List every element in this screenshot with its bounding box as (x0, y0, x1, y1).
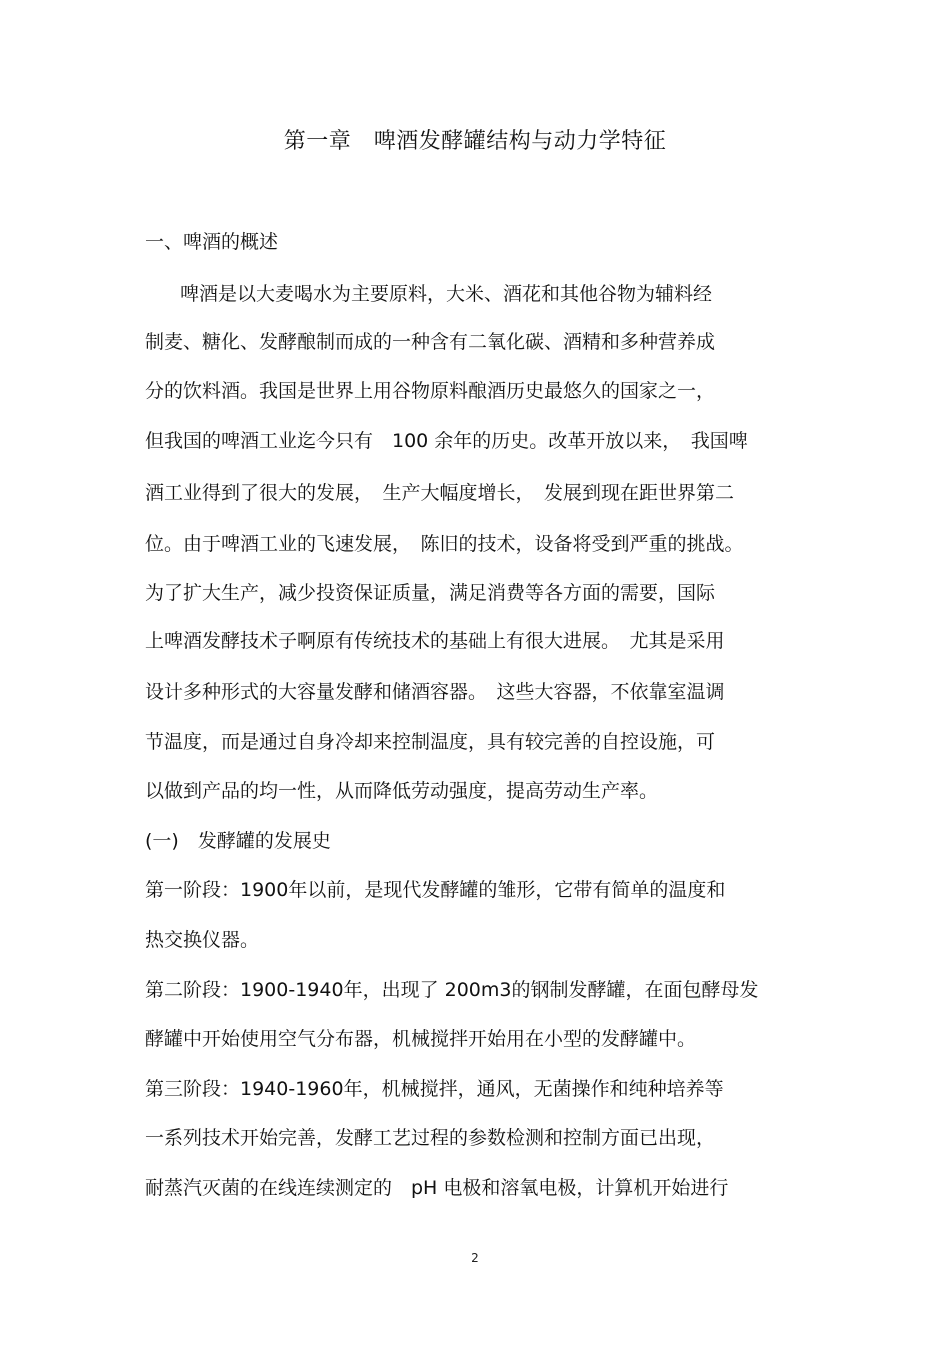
paragraph-line: 酵罐中开始使用空气分布器，机械搅拌开始用在小型的发酵罐中。 (145, 1028, 697, 1050)
paragraph-line: 为了扩大生产，减少投资保证质量，满足消费等各方面的需要，国际 (145, 582, 716, 604)
paragraph-line: 制麦、糖化、发酵酿制而成的一种含有二氧化碳、酒精和多种营养成 (145, 331, 716, 353)
paragraph-line: 第一阶段：1900年以前，是现代发酵罐的雏形，它带有简单的温度和 (145, 879, 726, 901)
paragraph-line: 第二阶段：1900-1940年，出现了 200m3的钢制发酵罐，在面包酵母发 (145, 979, 759, 1001)
paragraph-line: 分的饮料酒。我国是世界上用谷物原料酿酒历史最悠久的国家之一， (145, 380, 716, 402)
paragraph-line: 酒工业得到了很大的发展， 生产大幅度增长， 发展到现在距世界第二 (145, 482, 735, 504)
paragraph-line: 设计多种形式的大容量发酵和储酒容器。 这些大容器，不依靠室温调 (145, 681, 725, 703)
page-number: 2 (471, 1251, 479, 1265)
paragraph-line: 第三阶段：1940-1960年，机械搅拌，通风，无菌操作和纯种培养等 (145, 1078, 724, 1100)
paragraph-line: 上啤酒发酵技术子啊原有传统技术的基础上有很大进展。 尤其是采用 (145, 630, 725, 652)
paragraph-line: 一系列技术开始完善，发酵工艺过程的参数检测和控制方面已出现， (145, 1127, 716, 1149)
section-heading: 一、啤酒的概述 (145, 231, 279, 253)
paragraph-line: 啤酒是以大麦喝水为主要原料，大米、酒花和其他谷物为辅料经 (180, 283, 713, 305)
paragraph-line: 但我国的啤酒工业迄今只有 100 余年的历史。改革开放以来， 我国啤 (145, 430, 748, 452)
paragraph-line: 热交换仪器。 (145, 929, 260, 951)
paragraph-line: 位。由于啤酒工业的飞速发展， 陈旧的技术，设备将受到严重的挑战。 (145, 533, 744, 555)
paragraph-line: 以做到产品的均一性，从而降低劳动强度，提高劳动生产率。 (145, 780, 659, 802)
subsection-heading: (一) 发酵罐的发展史 (145, 830, 331, 852)
paragraph-line: 耐蒸汽灭菌的在线连续测定的 pH 电极和溶氧电极，计算机开始进行 (145, 1177, 729, 1199)
chapter-title: 第一章 啤酒发酵罐结构与动力学特征 (283, 129, 667, 154)
paragraph-line: 节温度，而是通过自身冷却来控制温度，具有较完善的自控设施，可 (145, 731, 716, 753)
